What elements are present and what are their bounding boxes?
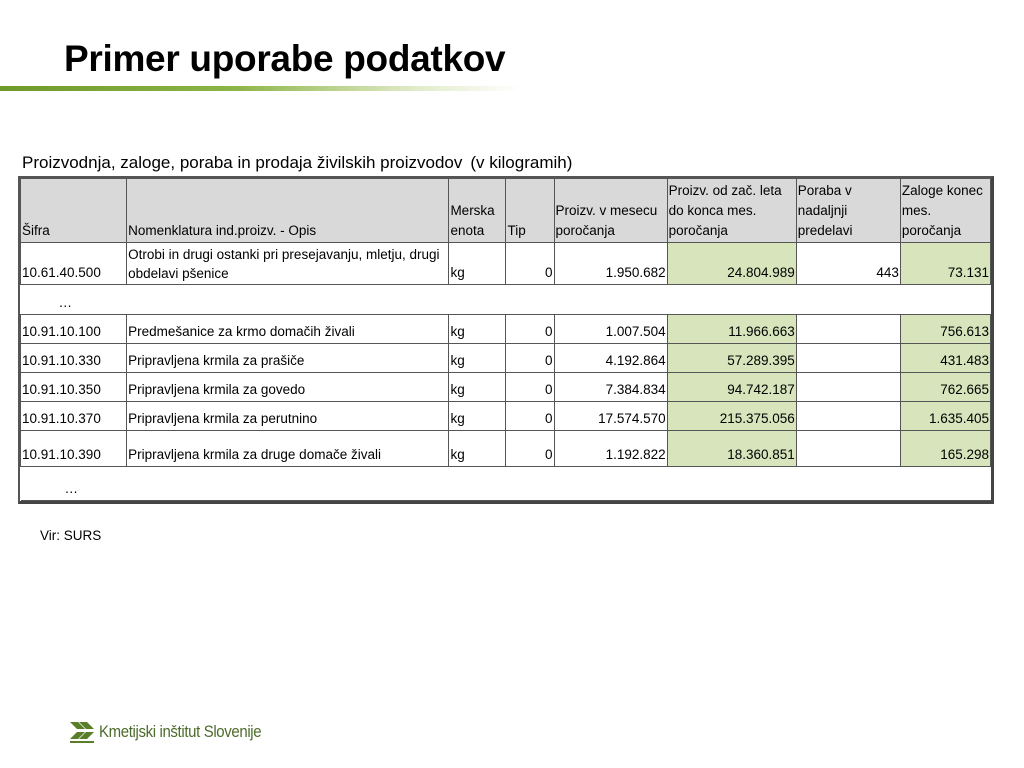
table-header-row	[21, 179, 991, 243]
source-note: Vir: SURS	[40, 528, 102, 543]
cell-proizv-leto: 57.289.395	[667, 344, 796, 373]
cell-opis: Otrobi in drugi ostanki pri presejavanju, mletju, drugi obdelavi pšenice	[127, 243, 449, 285]
table-caption	[22, 153, 572, 173]
cell-opis: Pripravljena krmila za druge domače živali	[127, 431, 449, 467]
cell-enota: kg	[449, 431, 506, 467]
cell-poraba	[796, 431, 900, 467]
cell-proizv-mesec: 1.950.682	[554, 243, 667, 285]
cell-proizv-leto: 11.966.663	[667, 315, 796, 344]
organization-name: Kmetijski inštitut Slovenije	[99, 722, 262, 741]
caption-text: Proizvodnja, zaloge, poraba in prodaja živilskih proizvodov	[22, 153, 463, 172]
cell-opis: Pripravljena krmila za perutnino	[127, 402, 449, 431]
header-proizv-leto: Proizv. od zač. leta do konca mes. poročanja	[667, 179, 796, 243]
header-enota: Merska enota	[449, 179, 506, 243]
cell-enota: kg	[449, 243, 506, 285]
header-proizv-mesec: Proizv. v mesecu poročanja	[554, 179, 667, 243]
cell-sifra: 10.91.10.370	[21, 402, 127, 431]
header-poraba: Poraba v nadaljnji predelavi	[796, 179, 900, 243]
cell-zaloge: 762.665	[900, 373, 990, 402]
cell-tip: 0	[506, 315, 554, 344]
cell-enota: kg	[449, 344, 506, 373]
cell-tip: 0	[506, 373, 554, 402]
cell-poraba	[796, 402, 900, 431]
cell-tip: 0	[506, 344, 554, 373]
data-table	[20, 178, 991, 501]
cell-proizv-leto: 24.804.989	[667, 243, 796, 285]
cell-tip: 0	[506, 402, 554, 431]
header-opis: Nomenklatura ind.proizv. - Opis	[127, 179, 449, 243]
header-tip: Tip	[506, 179, 554, 243]
cell-sifra: 10.91.10.100	[21, 315, 127, 344]
cell-proizv-leto: 215.375.056	[667, 402, 796, 431]
cell-poraba	[796, 344, 900, 373]
slide-title: Primer uporabe podatkov	[64, 38, 506, 79]
cell-proizv-mesec: 17.574.570	[554, 402, 667, 431]
ellipsis-cell: …	[21, 467, 991, 501]
table-row	[21, 431, 991, 467]
table-row	[21, 344, 991, 373]
table-row	[21, 243, 991, 285]
header-zaloge: Zaloge konec mes. poročanja	[900, 179, 990, 243]
cell-poraba	[796, 315, 900, 344]
cell-proizv-mesec: 7.384.834	[554, 373, 667, 402]
cell-opis: Predmešanice za krmo domačih živali	[127, 315, 449, 344]
cell-zaloge: 756.613	[900, 315, 990, 344]
cell-sifra: 10.91.10.350	[21, 373, 127, 402]
cell-poraba: 443	[796, 243, 900, 285]
cell-zaloge: 431.483	[900, 344, 990, 373]
cell-sifra: 10.91.10.390	[21, 431, 127, 467]
cell-poraba	[796, 373, 900, 402]
cell-proizv-leto: 18.360.851	[667, 431, 796, 467]
table-row	[21, 402, 991, 431]
cell-zaloge: 165.298	[900, 431, 990, 467]
table-row	[21, 315, 991, 344]
cell-proizv-mesec: 1.192.822	[554, 431, 667, 467]
cell-tip: 0	[506, 243, 554, 285]
ellipsis-row	[21, 467, 991, 501]
cell-zaloge: 73.131	[900, 243, 990, 285]
ellipsis-cell: …	[21, 285, 991, 315]
cell-opis: Pripravljena krmila za govedo	[127, 373, 449, 402]
cell-sifra: 10.91.10.330	[21, 344, 127, 373]
cell-sifra: 10.61.40.500	[21, 243, 127, 285]
cell-proizv-mesec: 4.192.864	[554, 344, 667, 373]
cell-proizv-mesec: 1.007.504	[554, 315, 667, 344]
cell-zaloge: 1.635.405	[900, 402, 990, 431]
table-row	[21, 373, 991, 402]
header-sifra: Šifra	[21, 179, 127, 243]
caption-unit: (v kilogramih)	[470, 153, 573, 172]
data-table-container	[18, 176, 994, 504]
cell-opis: Pripravljena krmila za prašiče	[127, 344, 449, 373]
cell-tip: 0	[506, 431, 554, 467]
logo-mark-icon	[68, 720, 94, 744]
ellipsis-row	[21, 285, 991, 315]
title-underline	[0, 86, 520, 91]
cell-enota: kg	[449, 402, 506, 431]
organization-logo	[68, 720, 283, 744]
cell-enota: kg	[449, 315, 506, 344]
cell-enota: kg	[449, 373, 506, 402]
cell-proizv-leto: 94.742.187	[667, 373, 796, 402]
